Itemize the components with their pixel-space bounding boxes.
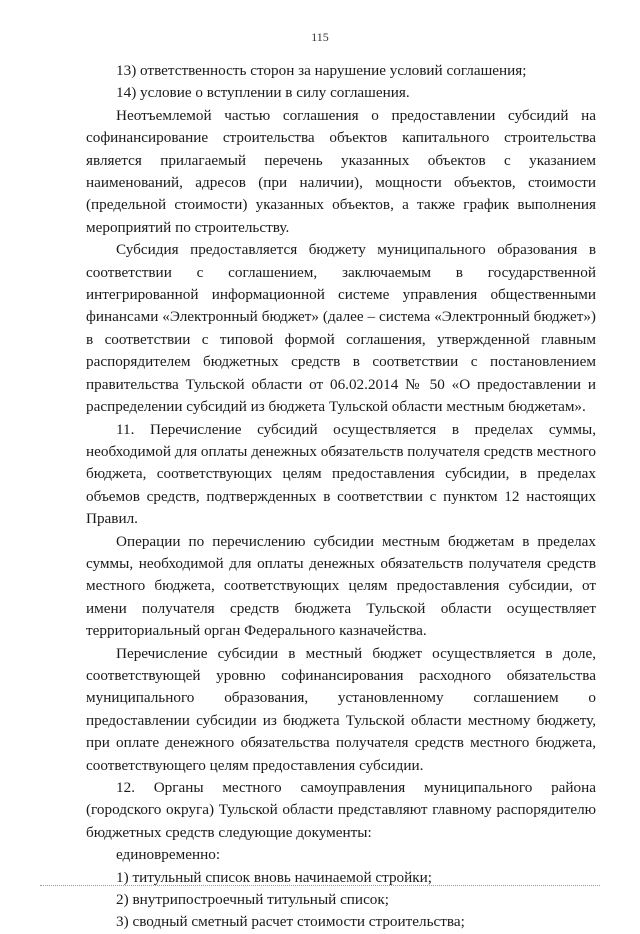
document-body [86,60,596,934]
paragraph-subsidy-agreement: Субсидия предоставляется бюджету муниципального образования в соответствии с соглашением, заключаемым в государственной интегрированной информационной системе управления общественными финансами «Электронный бюджет» (далее – система «Электронный бюджет») в соответствии с типовой формой соглашения, утвержденной главным распорядителем бюджетных средств в соответствии с постановлением правительства Тульской области от 06.02.2014 № 50 «О предоставлении и распределении субсидий из бюджета Тульской области местным бюджетам». [86,241,596,416]
list-item-2: 2) внутрипостроечный титульный список; [116,891,389,909]
list-item-13: 13) ответственность сторон за нарушение условий соглашения; [116,62,527,79]
list-item-14: 14) условие о вступлении в силу соглашения. [116,84,410,102]
page-number: 115 [311,30,329,44]
list-item-3: 3) сводный сметный расчет стоимости строительства; [116,913,465,931]
list-item-1: 1) титульный список вновь начинаемой стройки; [116,868,432,886]
footer-scan-line [40,885,600,887]
paragraph-clause-11: 11. Перечисление субсидий осуществляется в пределах суммы, необходимой для оплаты денежных обязательств получателя средств местного бюджета, соответствующих целям предоставления субсидии, в пределах объемов средств, подтвержденных в соответствии с пунктом 12 настоящих Правил. [86,420,596,528]
paragraph-cofinancing-share: Перечисление субсидии в местный бюджет осуществляется в доле, соответствующей уровню софинансирования расходного обязательства муниципального образования, установленному соглашением о предоставлении субсидии из бюджета Тульской области местному бюджету, при оплате денежного обязательства получателя средств местного бюджета, соответствующего целям предоставления субсидии. [86,644,596,774]
list-heading-one-time: единовременно: [116,846,221,864]
paragraph-clause-12: 12. Органы местного самоуправления муниципального района (городского округа) Тульской области представляют главному распорядителю бюджетных средств следующие документы: [86,779,596,841]
paragraph-annex-list: Неотъемлемой частью соглашения о предоставлении субсидий на софинансирование строительства объектов капитального строительства является прилагаемый перечень указанных объектов с указанием наименований, адресов (при наличии), мощности объектов, стоимости (предельной стоимости) указанных объектов, а также график выполнения мероприятий по строительству. [86,106,596,236]
paragraph-transfer-operations: Операции по перечислению субсидии местным бюджетам в пределах суммы, необходимой для оплаты денежных обязательств получателя средств местного бюджета, соответствующих целям предоставления субсидии, от имени получателя средств бюджета Тульской области осуществляет территориальный орган Федерального казначейства. [86,532,596,640]
